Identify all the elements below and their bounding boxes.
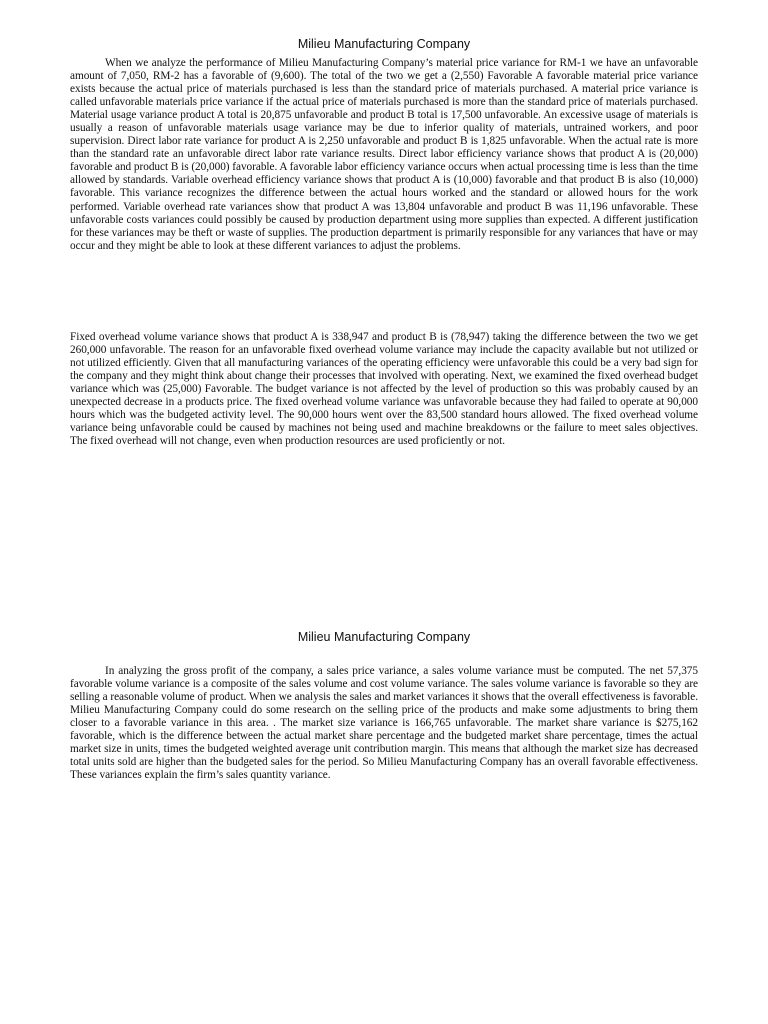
section-1-title: Milieu Manufacturing Company (297, 37, 471, 51)
section-1-paragraph-2: Fixed overhead volume variance shows that product A is 338,947 and product B is (78,947) taking the difference between the two we get 260,000 unfavorable. The reason for an unfavorable fixed overhead volume variance may include the capacity available but not utilized or not utilized efficiently. Given that all manufacturing variances of the operating efficiency were unfavorable this could be a very bad sign for the company and they might think about change their processes that involved with operating. Next, we examined the fixed overhead budget variance which was (25,000) Favorable. The budget variance is not affected by the level of production so this was probably caused by an unexpected decrease in a products price. The fixed overhead volume variance was unfavorable because they had failed to operate at 90,000 hours which was the budgeted activity level. The 90,000 hours went over the 83,500 standard hours allowed. The fixed overhead volume variance being unfavorable could be caused by machines not being used and machine breakdowns or the failure to meet sales objectives. The fixed overhead will not change, even when production resources are used proficiently or not. (70, 331, 698, 448)
section-2-title: Milieu Manufacturing Company (297, 630, 471, 644)
section-1-paragraph-1: When we analyze the performance of Milieu Manufacturing Company’s material price variance for RM-1 we have an unfavorable amount of 7,050, RM-2 has a favorable of (9,600). The total of the two we get a (2,550) Favorable A favorable material price variance exists because the actual price of materials purchased is less than the standard price of materials purchased. A material price variance is called unfavorable materials price variance if the actual price of materials purchased is more than the standard price of materials purchased. Material usage variance product A total is 20,875 unfavorable and product B total is 17,500 unfavorable. An excessive usage of materials is usually a reason of unfavorable materials usage variance may be due to inferior quality of materials, untrained workers, and poor supervision. Direct labor rate variance for product A is 2,250 unfavorable and product B is 1,825 unfavorable. When the actual rate is more than the standard rate an unfavorable direct labor rate variance results. Direct labor efficiency variance shows that product A is (20,000) favorable and product B is (20,000) favorable. A favorable labor efficiency variance occurs when actual processing time is less than the time allowed by standards. Variable overhead efficiency variance shows that product A is (10,000) favorable and that product B is also (10,000) favorable. This variance recognizes the difference between the actual hours worked and the standard or allowed hours for the work performed. Variable overhead rate variances show that product A was 13,804 unfavorable and product B was 11,196 unfavorable. These unfavorable costs variances could possibly be caused by production department using more supplies than expected. A different justification for these variances may be theft or waste of supplies. The production department is primarily responsible for any variances that have or may occur and they might be able to look at these different variances to adjust the problems. (70, 57, 698, 252)
section-2-paragraph-1: In analyzing the gross profit of the company, a sales price variance, a sales volume variance must be computed. The net 57,375 favorable volume variance is a composite of the sales volume and cost volume variance. The sales volume variance is favorable so they are selling a reasonable volume of product. When we analysis the sales and market variances it shows that the overall effectiveness is favorable. Milieu Manufacturing Company could do some research on the selling price of the products and make some adjustments to bring them closer to a favorable variance in this area. . The market size variance is 166,765 unfavorable. The market share variance is $275,162 favorable, which is the difference between the actual market share percentage and the budgeted market share percentage, times the actual market size in units, times the budgeted weighted average unit contribution margin. This means that although the market size has decreased total units sold are higher than the budgeted sales for the period. So Milieu Manufacturing Company has an overall favorable effectiveness. These variances explain the firm’s sales quantity variance. (70, 665, 698, 782)
